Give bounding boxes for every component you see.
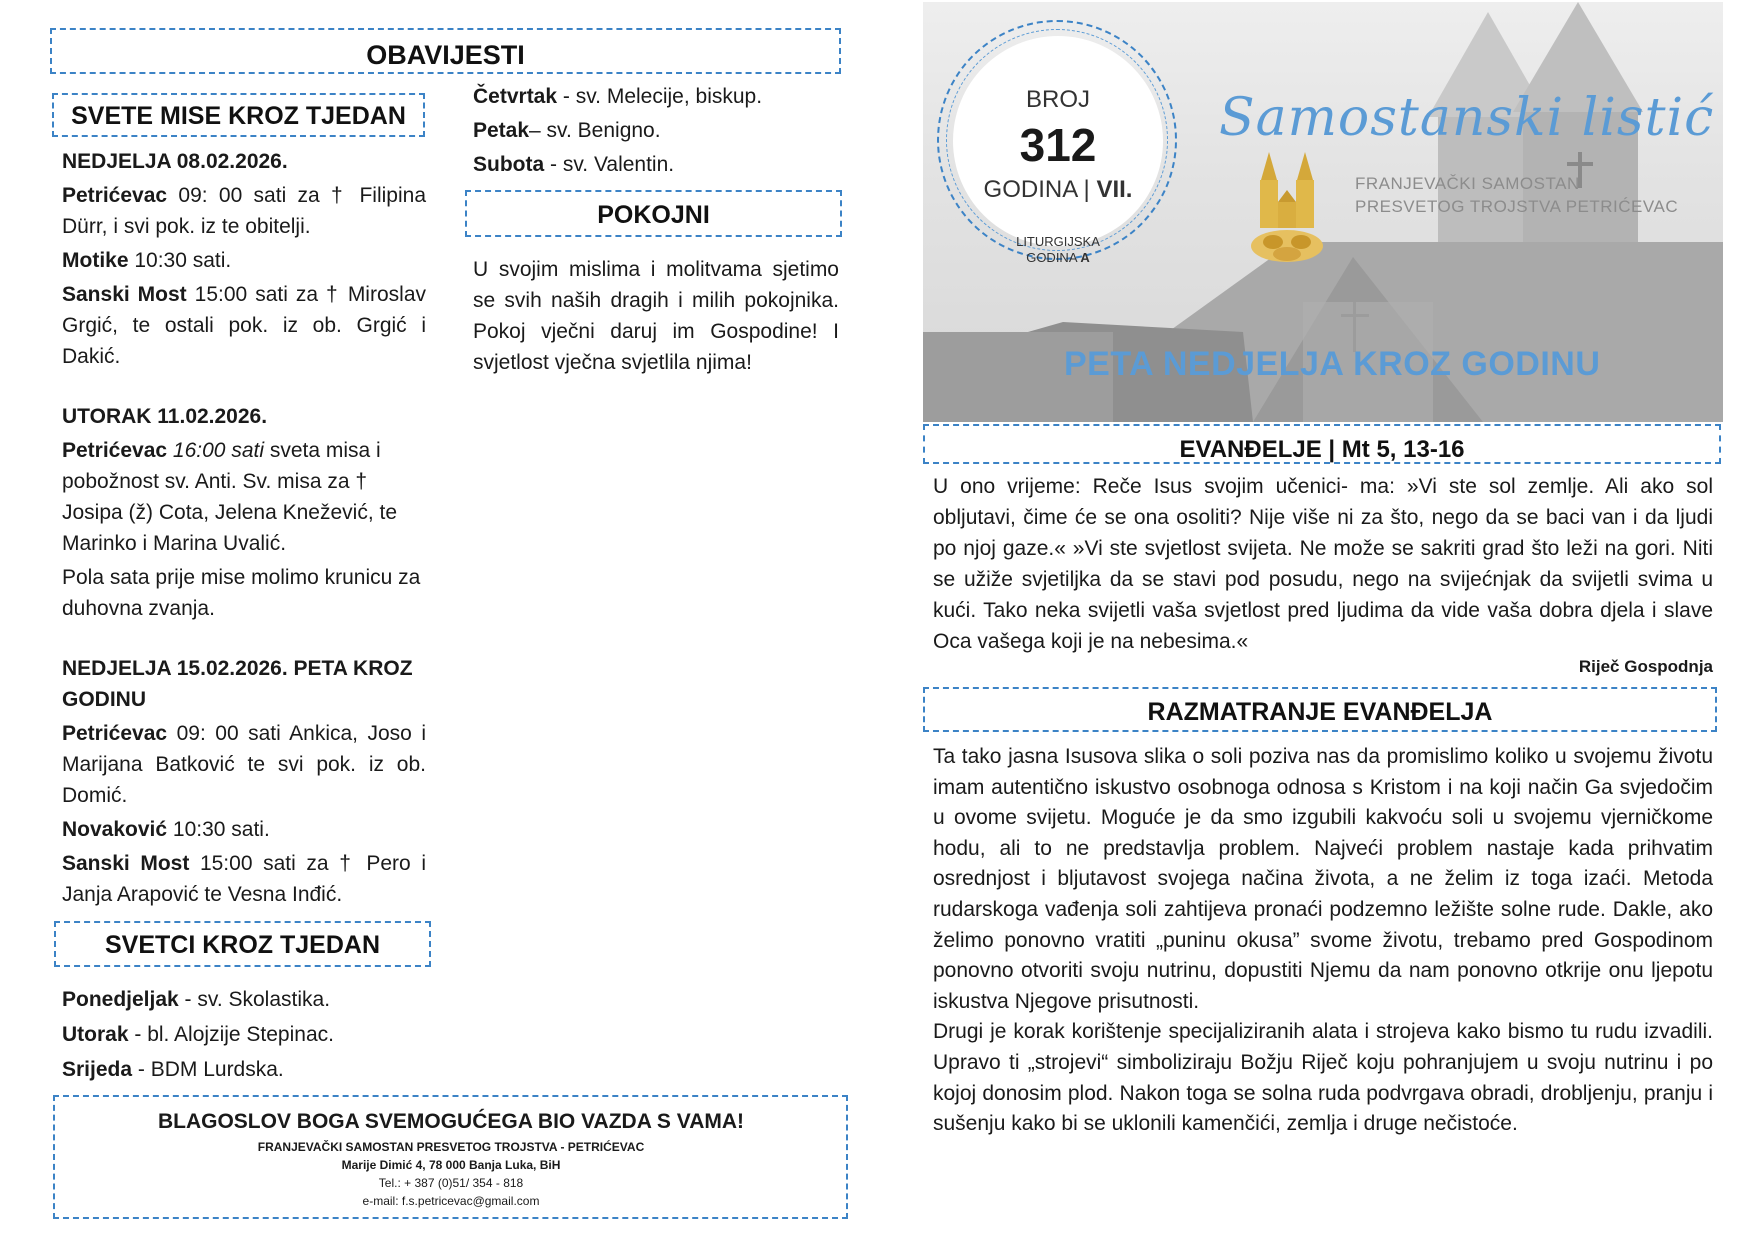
saint-item: Srijeda - BDM Lurdska.	[62, 1058, 284, 1081]
sunday2-entry-2: Novaković 10:30 sati.	[62, 818, 270, 841]
saints-list-1	[62, 984, 432, 1085]
badge-broj-label: BROJ	[1025, 86, 1090, 113]
sunday2-entry-1: Petrićevac 09: 00 sati Ankica, Joso i Marijana Batković te svi pok. iz ob. Domić.	[62, 722, 426, 807]
masses-column	[62, 146, 426, 910]
saint-item: Četvrtak - sv. Melecije, biskup.	[473, 85, 763, 108]
footer-org: FRANJEVAČKI SAMOSTAN PRESVETOG TROJSTVA - PETRIĆEVAC	[257, 1140, 645, 1154]
badge-godina: GODINA | VII.	[983, 176, 1133, 203]
sunday-title: PETA NEDJELJA KROZ GODINU	[1064, 345, 1601, 383]
bulletin-subtitle: FRANJEVAČKI SAMOSTAN PRESVETOG TROJSTVA PETRIĆEVAC	[1355, 174, 1679, 216]
sunday2-date: NEDJELJA 15.02.2026. PETA KROZ GODINU	[62, 657, 413, 711]
saint-item: Ponedjeljak - sv. Skolastika.	[62, 988, 331, 1011]
tuesday-entry-2: Pola sata prije mise molimo krunicu za duhovna zvanja.	[62, 566, 421, 620]
sunday1-entry-1: Petrićevac 09: 00 sati za † Filipina Dürr, i svi pok. iz te obitelji.	[62, 184, 426, 238]
saints-list-2	[473, 81, 843, 180]
saint-item: Utorak - bl. Alojzije Stepinac.	[62, 1023, 334, 1046]
church-logo-icon	[1247, 150, 1329, 280]
gospel-text: U ono vrijeme: Reče Isus svojim učenici- ma: »Vi ste sol zemlje. Ali ako sol obljutavi, čime će se ona osoliti? Nije više ni za što, nego da se baci van i da ljudi po njoj gaze.« »Vi ste svjetlost svijeta. Ne može se sakriti grad što leži na gori. Niti se užiže svjetiljka da se stavi pod posudu, nego na svijećnjak da svijetli svima u kući. Tako neka svijetli vaša svjetlost pred ljudima da vide vaša dobra djela i slave Oca vašega koji je na nebesima.«	[933, 475, 1713, 653]
footer-phone: Tel.: + 387 (0)51/ 354 - 818	[378, 1176, 524, 1190]
tuesday-entry-1: Petrićevac 16:00 sati sveta misa i pobožnost sv. Anti. Sv. misa za † Josipa (ž) Cota, Jelena Knežević, te Marinko i Marina Uvalić.	[62, 439, 397, 555]
deceased-title: POKOJNI	[597, 201, 710, 229]
badge-issue-number: 312	[1019, 119, 1097, 171]
masses-title: SVETE MISE KROZ TJEDAN	[71, 102, 406, 130]
sunday1-date: NEDJELJA 08.02.2026.	[62, 150, 288, 173]
footer-email: e-mail: f.s.petricevac@gmail.com	[362, 1194, 540, 1208]
tuesday-date: UTORAK 11.02.2026.	[62, 405, 268, 428]
footer-blessing: BLAGOSLOV BOGA SVEMOGUĆEGA BIO VAZDA S VAMA!	[157, 1110, 745, 1133]
bulletin-title: Samostanski listić	[1219, 88, 1715, 148]
saint-item: Petak– sv. Benigno.	[473, 119, 661, 142]
saints-title: SVETCI KROZ TJEDAN	[104, 931, 381, 959]
gospel-end: Riječ Gospodnja	[1578, 657, 1713, 676]
reflection-text	[933, 742, 1713, 1140]
reflection-paragraph-2: Drugi je korak korištenje specijaliziranih alata i strojeva kako bismo tu rudu izvadili. Upravo ti „strojevi“ simboliziraju Božju Riječ koju pohranjujem u svoju nutrinu i po kojoj donosim plod. Nakon toga se solna ruda podvrgava obradi, drobljenju, pranju i sušenju kako bi se uklonili kamenčići, zemlja i druge nečistoće.	[933, 1020, 1713, 1136]
gospel-title: EVANĐELJE | Mt 5, 13-16	[1179, 436, 1465, 463]
saint-item: Subota - sv. Valentin.	[473, 153, 675, 176]
badge-liturgical-year: LITURGIJSKA GODINA A	[1016, 234, 1100, 265]
reflection-paragraph-1: Ta tako jasna Isusova slika o soli poziva nas da promislimo koliko u svojemu životu imam autentično iskustvo osobnoga odnosa s Kristom i na koji način Ga svjedočim u ovome svijetu. Moguće je da smo izgubili kakvoću soli u svojemu vjerničkome hodu, ali to ne predstavlja problem. Najveći problem nastaje kada prihvatim osrednjost i bljutavost svojega načina života, a ne želim iz toga izaći. Metoda rudarskoga vađenja soli zahtijeva pronaći podzemno ležište solne rude. Dakle, ako želimo ponovno vratiti „puninu okusa” svome životu, trebamo pred Gospodinom ponovno otvoriti svoju nutrinu, dopustiti Njemu da nam ponovno otkrije onu ljepotu iskustva Njegove prisutnosti.	[933, 745, 1713, 1013]
footer-address: Marije Dimić 4, 78 000 Banja Luka, BiH	[341, 1158, 561, 1172]
sunday2-entry-3: Sanski Most 15:00 sati za † Pero i Janja Arapović te Vesna Inđić.	[62, 852, 426, 906]
deceased-text: U svojim mislima i molitvama sjetimo se svih naših dragih i milih pokojnika. Pokoj vječni daruj im Gospodine! I svjetlost vječna svjetlila njima!	[473, 258, 839, 374]
notices-title: OBAVIJESTI	[366, 40, 525, 70]
reflection-title: RAZMATRANJE EVANĐELJA	[1147, 698, 1493, 726]
sunday1-entry-3: Sanski Most 15:00 sati za † Miroslav Grgić, te ostali pok. iz ob. Grgić i Dakić.	[62, 283, 426, 368]
sunday1-entry-2: Motike 10:30 sati.	[62, 249, 232, 272]
